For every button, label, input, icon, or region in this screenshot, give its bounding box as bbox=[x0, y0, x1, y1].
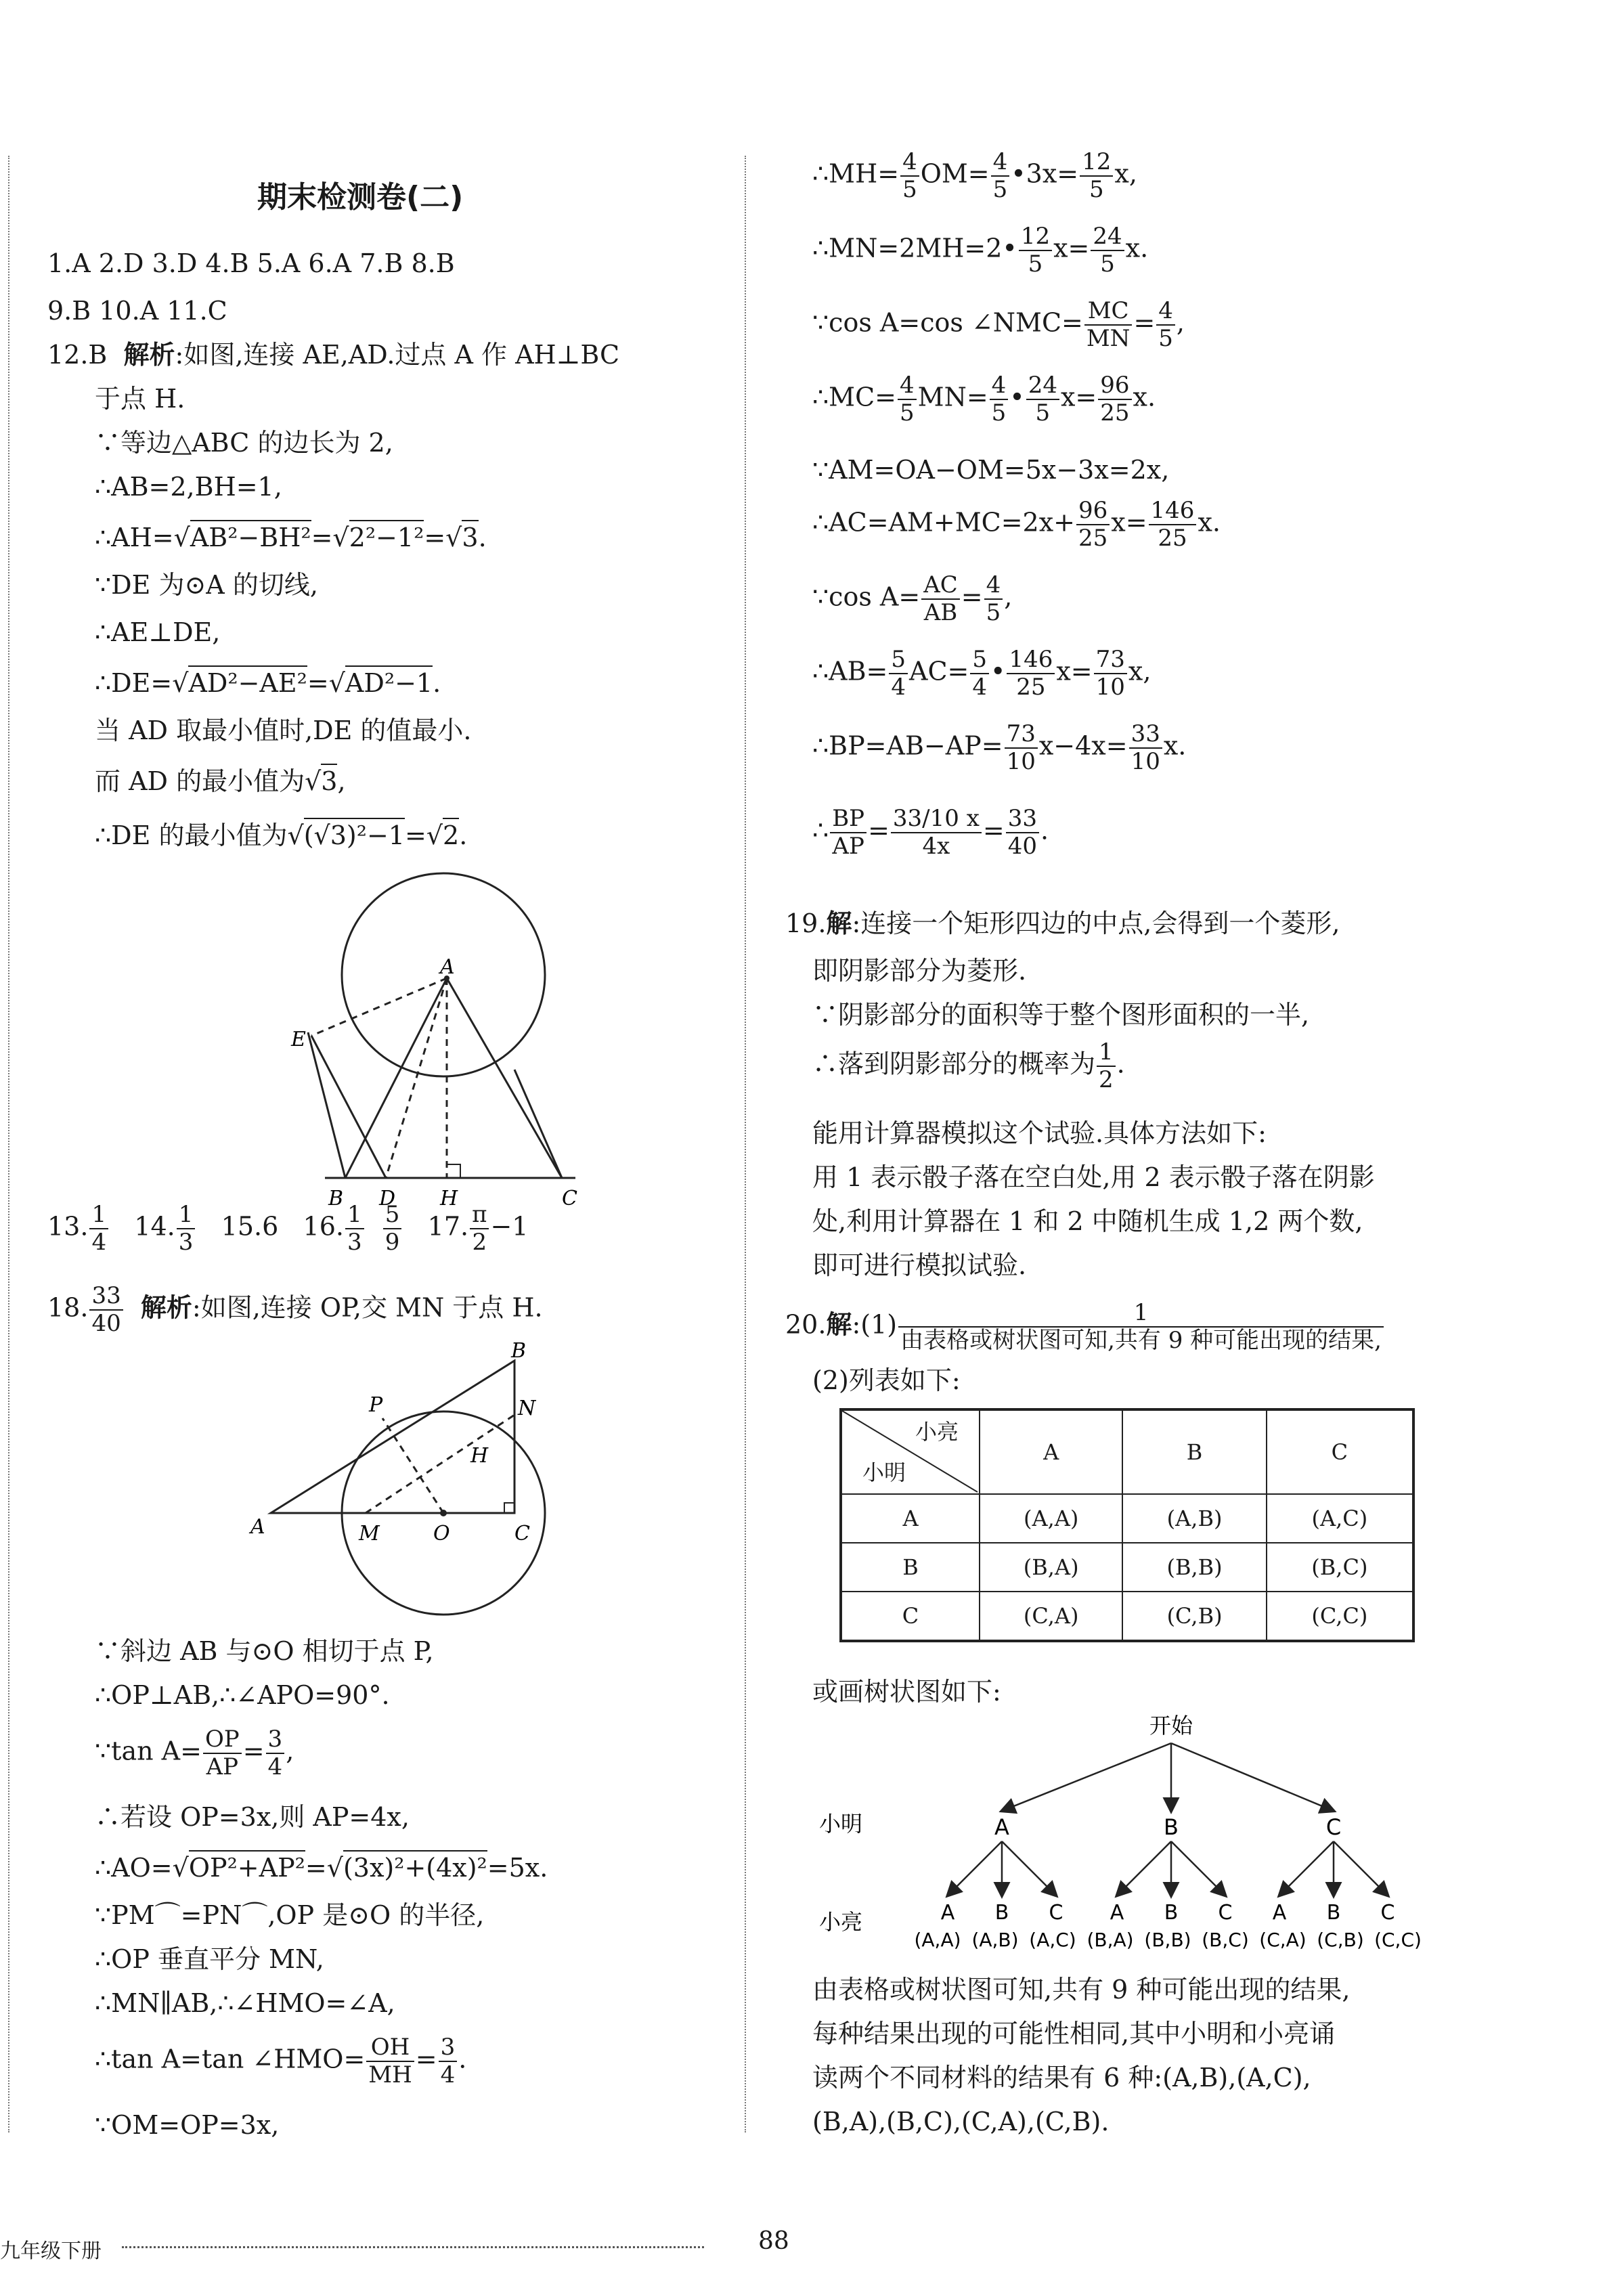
frac: $\frac{4}{5}$ bbox=[900, 149, 919, 203]
q16-frac-2: $\frac{5}{9}$ bbox=[383, 1202, 402, 1256]
q12-line-a: 12.B 解析:如图,连接 AE,AD.过点 A 作 AH⊥BC bbox=[47, 340, 620, 370]
q20-line-e: 每种结果出现的可能性相同,其中小明和小亮诵 bbox=[812, 2019, 1336, 2049]
tree-l2-node: A bbox=[940, 1901, 955, 1925]
tree-diagram bbox=[785, 1713, 1462, 1977]
q18-line-h: ∴OP 垂直平分 MN, bbox=[95, 1944, 324, 1974]
label-e: E bbox=[291, 1028, 306, 1051]
q20-line-f: 读两个不同材料的结果有 6 种:(A,B),(A,C), bbox=[812, 2063, 1311, 2093]
table-cell: (A,B) bbox=[1122, 1494, 1266, 1543]
tree-l1-node: A bbox=[994, 1814, 1009, 1840]
frac: $\frac{73}{10}$ bbox=[1005, 721, 1038, 775]
q18-line-g: ∵PM⌒=PN⌒,OP 是⊙O 的半径, bbox=[95, 1900, 485, 1930]
table-cell: (A,C) bbox=[1267, 1494, 1413, 1543]
q18-frac-3-4-b: $\frac{3}{4}$ bbox=[439, 2034, 458, 2088]
mc-answers-2: 9.B 10.A 11.C bbox=[47, 296, 227, 326]
figure-q12 bbox=[271, 880, 596, 1210]
tree-l2-node: B bbox=[1164, 1901, 1179, 1925]
q12-line-h: ∴DE=√AD²−AE²=√AD²−1. bbox=[95, 670, 441, 696]
tangent-left bbox=[308, 1032, 345, 1178]
frac: $\frac{4}{5}$ bbox=[991, 149, 1010, 203]
page-title: 期末检测卷(二) bbox=[257, 180, 464, 215]
tangent-right bbox=[514, 1070, 562, 1178]
tree-result: (B,C) bbox=[1202, 1929, 1249, 1951]
table-cell: (C,B) bbox=[1122, 1592, 1266, 1641]
table-cell: (C,A) bbox=[980, 1592, 1122, 1641]
q20-line-a: 20.解:(1) $\frac{1}{\text{由表格或树状图可知,共有 9 种可能出现的结果,}}$ bbox=[785, 1300, 1385, 1354]
tree-l1-node: B bbox=[1164, 1814, 1179, 1840]
q19-line-e: 能用计算器模拟这个试验.具体方法如下: bbox=[812, 1118, 1267, 1148]
table-cell: (A,A) bbox=[980, 1494, 1122, 1543]
tree-l2-node: C bbox=[1049, 1901, 1063, 1925]
r-line-4: ∴MC= $\frac{4}{5}$ MN= $\frac{4}{5}$ • $\frac{24}{5}$ x= $\frac{96}{25}$ x. bbox=[812, 372, 1156, 427]
frac: $\frac{96}{25}$ bbox=[1098, 372, 1131, 426]
tree-result: (B,B) bbox=[1144, 1929, 1191, 1951]
q18-frac-oh-mh: $\frac{OH}{MH}$ bbox=[366, 2034, 414, 2088]
label-h: H bbox=[440, 1187, 458, 1210]
tree-result: (A,A) bbox=[914, 1929, 961, 1951]
q19-line-g: 处,利用计算器在 1 和 2 中随机生成 1,2 两个数, bbox=[812, 1206, 1363, 1236]
table-cell: (B,A) bbox=[980, 1543, 1122, 1592]
tree-l2-node: A bbox=[1110, 1901, 1124, 1925]
frac: $\frac{24}{5}$ bbox=[1091, 223, 1124, 278]
q18-frac-3-4: $\frac{3}{4}$ bbox=[266, 1726, 285, 1780]
q12-line-i: 当 AD 取最小值时,DE 的值最小. bbox=[95, 716, 472, 745]
r-line-6: ∴AC=AM+MC=2x+ $\frac{96}{25}$ x= $\frac{146}{25}$ x. bbox=[812, 497, 1221, 552]
table-row-header: A bbox=[841, 1494, 980, 1543]
r-line-1: ∴MH= $\frac{4}{5}$ OM= $\frac{4}{5}$ •3x= $\frac{12}{5}$ x, bbox=[812, 148, 1137, 204]
frac: $\frac{12}{5}$ bbox=[1019, 223, 1052, 278]
corner-top-label: 小亮 bbox=[915, 1419, 959, 1445]
q19-line-c: ∵阴影部分的面积等于整个图形面积的一半, bbox=[812, 1000, 1310, 1030]
frac: $\frac{MC}{MN}$ bbox=[1084, 298, 1133, 352]
frac: $\frac{4}{5}$ bbox=[990, 372, 1009, 426]
label-c: C bbox=[562, 1187, 577, 1210]
frac: $\frac{96}{25}$ bbox=[1076, 498, 1110, 552]
q18-line-d: ∵tan A= $\frac{OP}{AP}$ = $\frac{3}{4}$ , bbox=[95, 1726, 294, 1781]
q18-line-i: ∴MN∥AB,∴∠HMO=∠A, bbox=[95, 1988, 395, 2018]
table-cell: (B,B) bbox=[1122, 1543, 1266, 1592]
table-row bbox=[841, 1494, 1413, 1543]
frac: $\frac{146}{25}$ bbox=[1149, 498, 1197, 552]
tree-level2-label: 小亮 bbox=[819, 1909, 863, 1935]
table-row bbox=[841, 1543, 1413, 1592]
frac: $\frac{33}{40}$ bbox=[1006, 806, 1039, 860]
table-cell: (B,C) bbox=[1267, 1543, 1413, 1592]
tree-l2-node: B bbox=[1326, 1901, 1341, 1925]
tree-result: (C,A) bbox=[1259, 1929, 1307, 1951]
q18-line-k: ∵OM=OP=3x, bbox=[95, 2110, 280, 2140]
label-m: M bbox=[359, 1522, 380, 1546]
q18-frac: $\frac{33}{40}$ bbox=[89, 1283, 123, 1337]
frac: $\frac{12}{5}$ bbox=[1080, 149, 1113, 203]
mc-answers-1: 1.A 2.D 3.D 4.B 5.A 6.A 7.B 8.B bbox=[47, 248, 455, 278]
label-o: O bbox=[433, 1522, 450, 1546]
segment-op bbox=[382, 1418, 443, 1513]
frac: $\frac{146}{25}$ bbox=[1007, 647, 1055, 701]
q20-line-d: 由表格或树状图可知,共有 9 种可能出现的结果, bbox=[812, 1975, 1351, 2005]
tree-result: (B,A) bbox=[1087, 1929, 1134, 1951]
frac: $\frac{BP}{AP}$ bbox=[830, 806, 866, 860]
q19-line-b: 即阴影部分为菱形. bbox=[812, 956, 1027, 986]
tree-l2-node: C bbox=[1218, 1901, 1233, 1925]
r-line-8: ∴AB= $\frac{5}{4}$ AC= $\frac{5}{4}$ • $\frac{146}{25}$ x= $\frac{73}{10}$ x, bbox=[812, 646, 1151, 701]
frac: $\frac{1}{\text{由表格或树状图可知,共有 9 种可能出现的结果,}}$ bbox=[898, 1300, 1384, 1354]
frac: $\frac{AC}{AB}$ bbox=[921, 572, 960, 626]
q12-line-g: ∴AE⊥DE, bbox=[95, 617, 221, 647]
q12-line-b: 于点 H. bbox=[95, 384, 185, 414]
label-n: N bbox=[518, 1397, 536, 1420]
page-number: 88 bbox=[758, 2227, 789, 2255]
outcome-table bbox=[839, 1408, 1415, 1642]
table-header-row bbox=[841, 1409, 1413, 1494]
q18-frac-op-ap: $\frac{OP}{AP}$ bbox=[203, 1726, 242, 1780]
tree-l2-node: B bbox=[994, 1901, 1009, 1925]
tree-l2-node: A bbox=[1272, 1901, 1287, 1925]
label-b-2: B bbox=[511, 1339, 527, 1363]
q12-line-e: ∴AH=√AB²−BH²=√2²−1²=√3. bbox=[95, 525, 487, 550]
frac: $\frac{24}{5}$ bbox=[1026, 372, 1059, 426]
figure-q18 bbox=[244, 1339, 609, 1638]
segment-mn bbox=[366, 1415, 514, 1513]
q18-line-f: ∴AO=√OP²+AP²=√(3x)²+(4x)²=5x. bbox=[95, 1855, 548, 1881]
footer-grade-label: 九年级下册 bbox=[0, 2239, 102, 2263]
right-angle-mark bbox=[447, 1164, 460, 1178]
frac: $\frac{5}{4}$ bbox=[970, 647, 989, 701]
q19-line-h: 即可进行模拟试验. bbox=[812, 1250, 1027, 1280]
q12-line-k: ∴DE 的最小值为√(√3)²−1=√2. bbox=[95, 823, 467, 848]
q19-line-a: 19.解:连接一个矩形四边的中点,会得到一个菱形, bbox=[785, 908, 1340, 938]
frac: $\frac{1}{2}$ bbox=[1097, 1039, 1116, 1093]
frac: $\frac{73}{10}$ bbox=[1094, 647, 1127, 701]
q19-line-d: ∴落到阴影部分的概率为 $\frac{1}{2}$ . bbox=[812, 1038, 1125, 1094]
r-line-2: ∴MN=2MH=2• $\frac{12}{5}$ x= $\frac{24}{5}$ x. bbox=[812, 223, 1149, 278]
q12-line-c: ∵等边△ABC 的边长为 2, bbox=[95, 428, 393, 458]
frac: $\frac{4}{5}$ bbox=[1156, 298, 1175, 352]
tree-level1-label: 小明 bbox=[819, 1811, 863, 1837]
corner-bottom-label: 小明 bbox=[862, 1460, 906, 1485]
table-col-header: A bbox=[980, 1409, 1122, 1494]
r-line-9: ∴BP=AB−AP= $\frac{73}{10}$ x−4x= $\frac{33}{10}$ x. bbox=[812, 720, 1187, 776]
label-h-2: H bbox=[470, 1444, 489, 1468]
tree-start: 开始 bbox=[1149, 1713, 1193, 1738]
q12-line-j: 而 AD 的最小值为√3, bbox=[95, 768, 346, 794]
label-c-2: C bbox=[514, 1522, 530, 1546]
q12-line-f: ∵DE 为⊙A 的切线, bbox=[95, 570, 318, 600]
q18-line-b: ∵斜边 AB 与⊙O 相切于点 P, bbox=[95, 1636, 434, 1666]
triangle-abc-2 bbox=[271, 1361, 514, 1513]
r-line-5: ∵AM=OA−OM=5x−3x=2x, bbox=[812, 455, 1170, 485]
frac: $\frac{4}{5}$ bbox=[898, 372, 917, 426]
tree-l2-node: C bbox=[1380, 1901, 1395, 1925]
r-line-10: ∴ $\frac{BP}{AP}$ = $\frac{33/10 x}{4x}$ = $\frac{33}{40}$ . bbox=[812, 805, 1049, 860]
label-d: D bbox=[379, 1187, 396, 1210]
tree-result: (A,C) bbox=[1029, 1929, 1076, 1951]
left-margin-rule bbox=[8, 156, 9, 2132]
frac: $\frac{33/10 x}{4x}$ bbox=[891, 806, 982, 860]
q13-frac: $\frac{1}{4}$ bbox=[89, 1202, 108, 1256]
table-row bbox=[841, 1592, 1413, 1641]
table-cell: (C,C) bbox=[1267, 1592, 1413, 1641]
table-row-header: C bbox=[841, 1592, 980, 1641]
q20-line-b: (2)列表如下: bbox=[812, 1365, 961, 1395]
q18-line-j: ∴tan A=tan ∠HMO= $\frac{OH}{MH}$ = $\frac{3}{4}$ . bbox=[95, 2034, 467, 2089]
table-corner bbox=[841, 1409, 980, 1494]
tree-result: (A,B) bbox=[971, 1929, 1019, 1951]
q18-line-c: ∴OP⊥AB,∴∠APO=90°. bbox=[95, 1680, 390, 1710]
tree-result: (C,C) bbox=[1374, 1929, 1422, 1951]
r-line-3: ∵cos A=cos ∠NMC= $\frac{MC}{MN}$ = $\frac{4}{5}$ , bbox=[812, 297, 1185, 353]
point-o bbox=[440, 1510, 447, 1516]
q20-line-c: 或画树状图如下: bbox=[812, 1677, 1001, 1707]
table-col-header: C bbox=[1267, 1409, 1413, 1494]
column-divider-rule bbox=[745, 156, 746, 2132]
fill-in-answers: 13. $\frac{1}{4}$ 14. $\frac{1}{3}$ 15.6 16. $\frac{1}{3}$ $\frac{5}{9}$ 17. $\frac{\pi}{2}$ −1 bbox=[47, 1201, 529, 1256]
frac: $\frac{4}{5}$ bbox=[984, 572, 1003, 626]
tree-result: (C,B) bbox=[1317, 1929, 1364, 1951]
label-a-2: A bbox=[250, 1515, 265, 1539]
r-line-7: ∵cos A= $\frac{AC}{AB}$ = $\frac{4}{5}$ , bbox=[812, 571, 1013, 627]
tree-l1-node: C bbox=[1325, 1814, 1342, 1840]
label-a: A bbox=[440, 955, 455, 979]
segment-ae bbox=[311, 978, 447, 1036]
frac: $\frac{5}{4}$ bbox=[889, 647, 908, 701]
table-col-header: B bbox=[1122, 1409, 1266, 1494]
q17-frac: $\frac{\pi}{2}$ bbox=[470, 1202, 489, 1256]
segment-de bbox=[311, 1036, 386, 1178]
q12-line-d: ∴AB=2,BH=1, bbox=[95, 472, 282, 502]
label-p: P bbox=[369, 1393, 383, 1417]
label-b: B bbox=[328, 1187, 344, 1210]
q20-line-g: (B,A),(B,C),(C,A),(C,B). bbox=[812, 2107, 1110, 2137]
footer-dotted-rule bbox=[122, 2246, 704, 2248]
table-row-header: B bbox=[841, 1543, 980, 1592]
right-angle-c bbox=[504, 1503, 514, 1513]
frac: $\frac{33}{10}$ bbox=[1129, 721, 1162, 775]
q14-frac: $\frac{1}{3}$ bbox=[177, 1202, 196, 1256]
q16-frac-1: $\frac{1}{3}$ bbox=[345, 1202, 364, 1256]
q18-line-a: 18. $\frac{33}{40}$ 解析:如图,连接 OP,交 MN 于点 H. bbox=[47, 1282, 543, 1338]
q18-line-e: ∴若设 OP=3x,则 AP=4x, bbox=[95, 1802, 410, 1832]
q19-line-f: 用 1 表示骰子落在空白处,用 2 表示骰子落在阴影 bbox=[812, 1162, 1375, 1192]
